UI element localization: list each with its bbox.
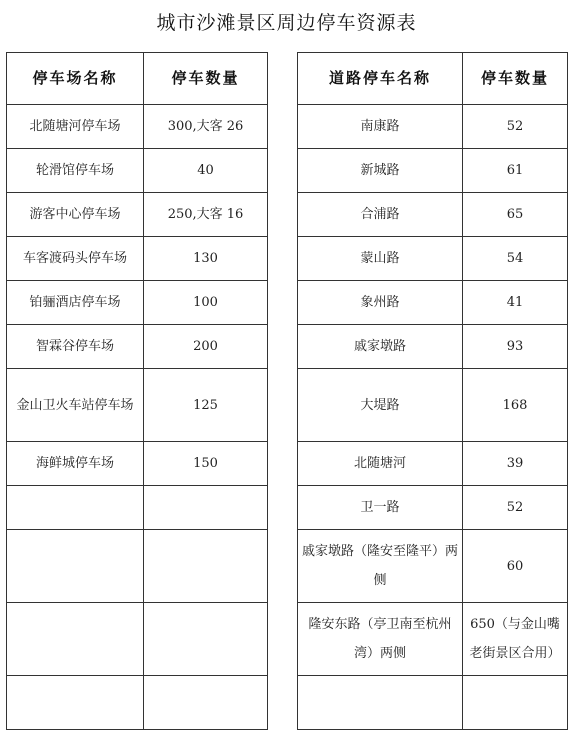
lot-name-cell: 智霖谷停车场	[7, 325, 144, 369]
lot-count-cell: 300,大客 26	[144, 105, 268, 149]
road-name-cell: 新城路	[298, 149, 463, 193]
lot-name-cell	[7, 676, 144, 730]
lot-name-cell: 车客渡码头停车场	[7, 237, 144, 281]
column-gap	[268, 53, 298, 105]
road-name-cell	[298, 676, 463, 730]
header-lot-count: 停车数量	[144, 53, 268, 105]
table-row	[7, 281, 568, 325]
road-name-cell: 蒙山路	[298, 237, 463, 281]
road-count-cell: 65	[463, 193, 568, 237]
road-count-cell: 61	[463, 149, 568, 193]
lot-count-cell	[144, 603, 268, 676]
column-gap	[268, 603, 298, 676]
road-name-cell: 大堤路	[298, 369, 463, 442]
road-count-cell: 650（与金山嘴老街景区合用）	[463, 603, 568, 676]
lot-count-cell	[144, 530, 268, 603]
lot-name-cell	[7, 603, 144, 676]
road-count-cell: 52	[463, 105, 568, 149]
header-lot-name: 停车场名称	[7, 53, 144, 105]
road-name-cell: 卫一路	[298, 486, 463, 530]
lot-name-cell: 北随塘河停车场	[7, 105, 144, 149]
lot-count-cell: 130	[144, 237, 268, 281]
road-name-cell: 合浦路	[298, 193, 463, 237]
header-road-name: 道路停车名称	[298, 53, 463, 105]
parking-table	[6, 52, 568, 730]
header-road-count: 停车数量	[463, 53, 568, 105]
table-row	[7, 486, 568, 530]
lot-name-cell: 海鲜城停车场	[7, 442, 144, 486]
column-gap	[268, 442, 298, 486]
lot-count-cell: 40	[144, 149, 268, 193]
road-name-cell: 隆安东路（亭卫南至杭州湾）两侧	[298, 603, 463, 676]
column-gap	[268, 369, 298, 442]
road-count-cell: 39	[463, 442, 568, 486]
lot-name-cell: 金山卫火车站停车场	[7, 369, 144, 442]
page-title: 城市沙滩景区周边停车资源表	[156, 12, 417, 34]
road-count-cell: 93	[463, 325, 568, 369]
column-gap	[268, 486, 298, 530]
road-count-cell	[463, 676, 568, 730]
road-name-cell: 戚家墩路	[298, 325, 463, 369]
road-count-cell: 60	[463, 530, 568, 603]
lot-name-cell: 游客中心停车场	[7, 193, 144, 237]
lot-count-cell: 100	[144, 281, 268, 325]
lot-count-cell: 200	[144, 325, 268, 369]
column-gap	[268, 105, 298, 149]
road-name-cell: 南康路	[298, 105, 463, 149]
column-gap	[268, 149, 298, 193]
table-row	[7, 149, 568, 193]
column-gap	[268, 193, 298, 237]
road-name-cell: 象州路	[298, 281, 463, 325]
column-gap	[268, 325, 298, 369]
column-gap	[268, 281, 298, 325]
table-row	[7, 369, 568, 442]
road-count-cell: 41	[463, 281, 568, 325]
road-name-cell: 戚家墩路（隆安至隆平）两侧	[298, 530, 463, 603]
table-row	[7, 105, 568, 149]
table-row	[7, 442, 568, 486]
road-name-cell: 北随塘河	[298, 442, 463, 486]
lot-count-cell: 125	[144, 369, 268, 442]
lot-name-cell	[7, 530, 144, 603]
lot-name-cell: 铂骊酒店停车场	[7, 281, 144, 325]
table-row	[7, 603, 568, 676]
table-row	[7, 530, 568, 603]
road-count-cell: 52	[463, 486, 568, 530]
column-gap	[268, 530, 298, 603]
table-row	[7, 193, 568, 237]
column-gap	[268, 676, 298, 730]
table-row	[7, 325, 568, 369]
road-count-cell: 168	[463, 369, 568, 442]
road-count-cell: 54	[463, 237, 568, 281]
table-row	[7, 237, 568, 281]
lot-name-cell	[7, 486, 144, 530]
lot-count-cell	[144, 486, 268, 530]
column-gap	[268, 237, 298, 281]
lot-name-cell: 轮滑馆停车场	[7, 149, 144, 193]
table-header-row	[7, 53, 568, 105]
table-row	[7, 676, 568, 730]
lot-count-cell	[144, 676, 268, 730]
lot-count-cell: 250,大客 16	[144, 193, 268, 237]
lot-count-cell: 150	[144, 442, 268, 486]
